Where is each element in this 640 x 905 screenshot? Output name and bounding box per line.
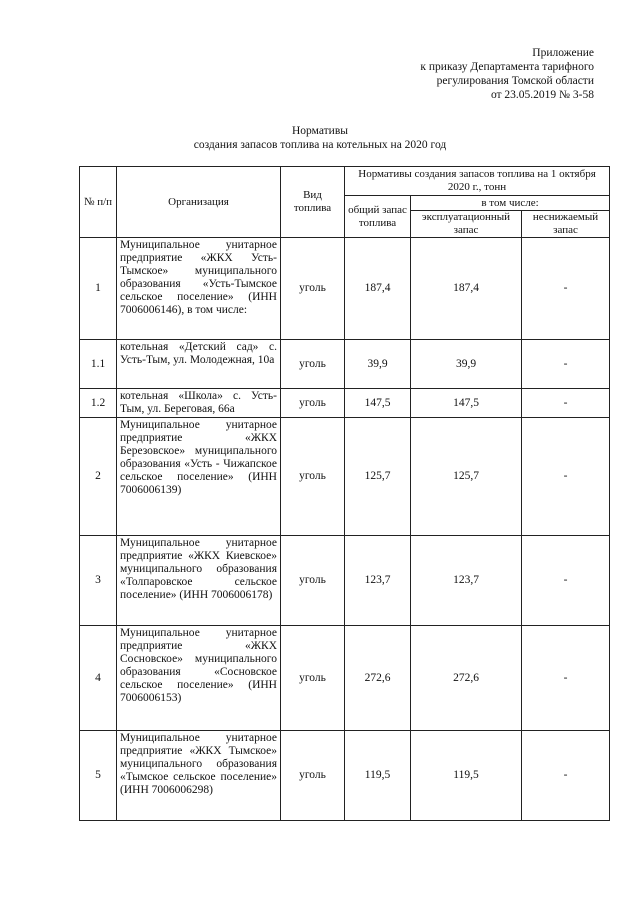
row-num: 1.1	[80, 340, 117, 389]
row-num: 1.2	[80, 389, 117, 418]
row-fuel: уголь	[281, 626, 345, 731]
header-total: общий запас топлива	[345, 196, 411, 238]
header-org: Организация	[117, 167, 281, 238]
row-nonreduce: -	[522, 536, 610, 626]
header-incl: в том числе:	[411, 196, 610, 211]
row-org: котельная «Детский сад» с. Усть-Тым, ул. Молодежная, 10а	[117, 340, 281, 389]
annex-line-1: Приложение	[532, 47, 594, 59]
row-org: Муниципальное унитарное предприятие «ЖКХ Усть-Тымское» муниципального образования «Усть-Тымское сельское поселение» (ИНН 7006006146), в том числе:	[117, 238, 281, 340]
annex-header	[334, 46, 594, 102]
row-nonreduce: -	[522, 626, 610, 731]
row-num: 1	[80, 238, 117, 340]
annex-line-3: регулирования Томской области	[436, 75, 594, 87]
norms-table	[79, 166, 610, 821]
row-total: 123,7	[345, 536, 411, 626]
table-row	[80, 238, 610, 340]
header-num: № п/п	[80, 167, 117, 238]
row-total: 187,4	[345, 238, 411, 340]
row-org: Муниципальное унитарное предприятие «ЖКХ Киевское» муниципального образования «Толпаровское сельское поселение» (ИНН 7006006178)	[117, 536, 281, 626]
table-row	[80, 340, 610, 389]
row-nonreduce: -	[522, 340, 610, 389]
table-row	[80, 418, 610, 536]
table-row	[80, 626, 610, 731]
header-nonreduce: неснижаемый запас	[522, 211, 610, 238]
row-oper: 187,4	[411, 238, 522, 340]
header-oper: эксплуатационный запас	[411, 211, 522, 238]
row-oper: 147,5	[411, 389, 522, 418]
row-fuel: уголь	[281, 340, 345, 389]
row-oper: 119,5	[411, 731, 522, 821]
row-nonreduce: -	[522, 731, 610, 821]
row-total: 272,6	[345, 626, 411, 731]
annex-line-2: к приказу Департамента тарифного	[420, 61, 594, 73]
row-fuel: уголь	[281, 418, 345, 536]
document-title: Нормативы	[292, 125, 348, 137]
row-org: Муниципальное унитарное предприятие «ЖКХ Сосновское» муниципального образования «Сосновское сельское поселение» (ИНН 7006006153)	[117, 626, 281, 731]
row-nonreduce: -	[522, 238, 610, 340]
annex-line-4: от 23.05.2019 № 3-58	[490, 89, 594, 101]
row-oper: 272,6	[411, 626, 522, 731]
row-num: 5	[80, 731, 117, 821]
row-nonreduce: -	[522, 389, 610, 418]
row-num: 4	[80, 626, 117, 731]
row-total: 125,7	[345, 418, 411, 536]
row-num: 3	[80, 536, 117, 626]
row-fuel: уголь	[281, 731, 345, 821]
row-org: Муниципальное унитарное предприятие «ЖКХ Березовское» муниципального образования «Усть - Чижапское сельское поселение» (ИНН 7006006139)	[117, 418, 281, 536]
row-total: 39,9	[345, 340, 411, 389]
document-subtitle: создания запасов топлива на котельных на 2020 год	[193, 139, 447, 151]
row-total: 119,5	[345, 731, 411, 821]
row-oper: 123,7	[411, 536, 522, 626]
header-norm: Нормативы создания запасов топлива на 1 октября 2020 г., тонн	[345, 167, 610, 196]
row-nonreduce: -	[522, 418, 610, 536]
table-row	[80, 389, 610, 418]
row-org: Муниципальное унитарное предприятие «ЖКХ Тымское» муниципального образования «Тымское сельское поселение» (ИНН 7006006298)	[117, 731, 281, 821]
row-fuel: уголь	[281, 536, 345, 626]
row-num: 2	[80, 418, 117, 536]
row-oper: 39,9	[411, 340, 522, 389]
row-fuel: уголь	[281, 238, 345, 340]
table-row	[80, 536, 610, 626]
row-org: котельная «Школа» с. Усть-Тым, ул. Береговая, 66а	[117, 389, 281, 418]
table-row	[80, 731, 610, 821]
header-fuel: Вид топлива	[281, 167, 345, 238]
row-fuel: уголь	[281, 389, 345, 418]
row-oper: 125,7	[411, 418, 522, 536]
row-total: 147,5	[345, 389, 411, 418]
